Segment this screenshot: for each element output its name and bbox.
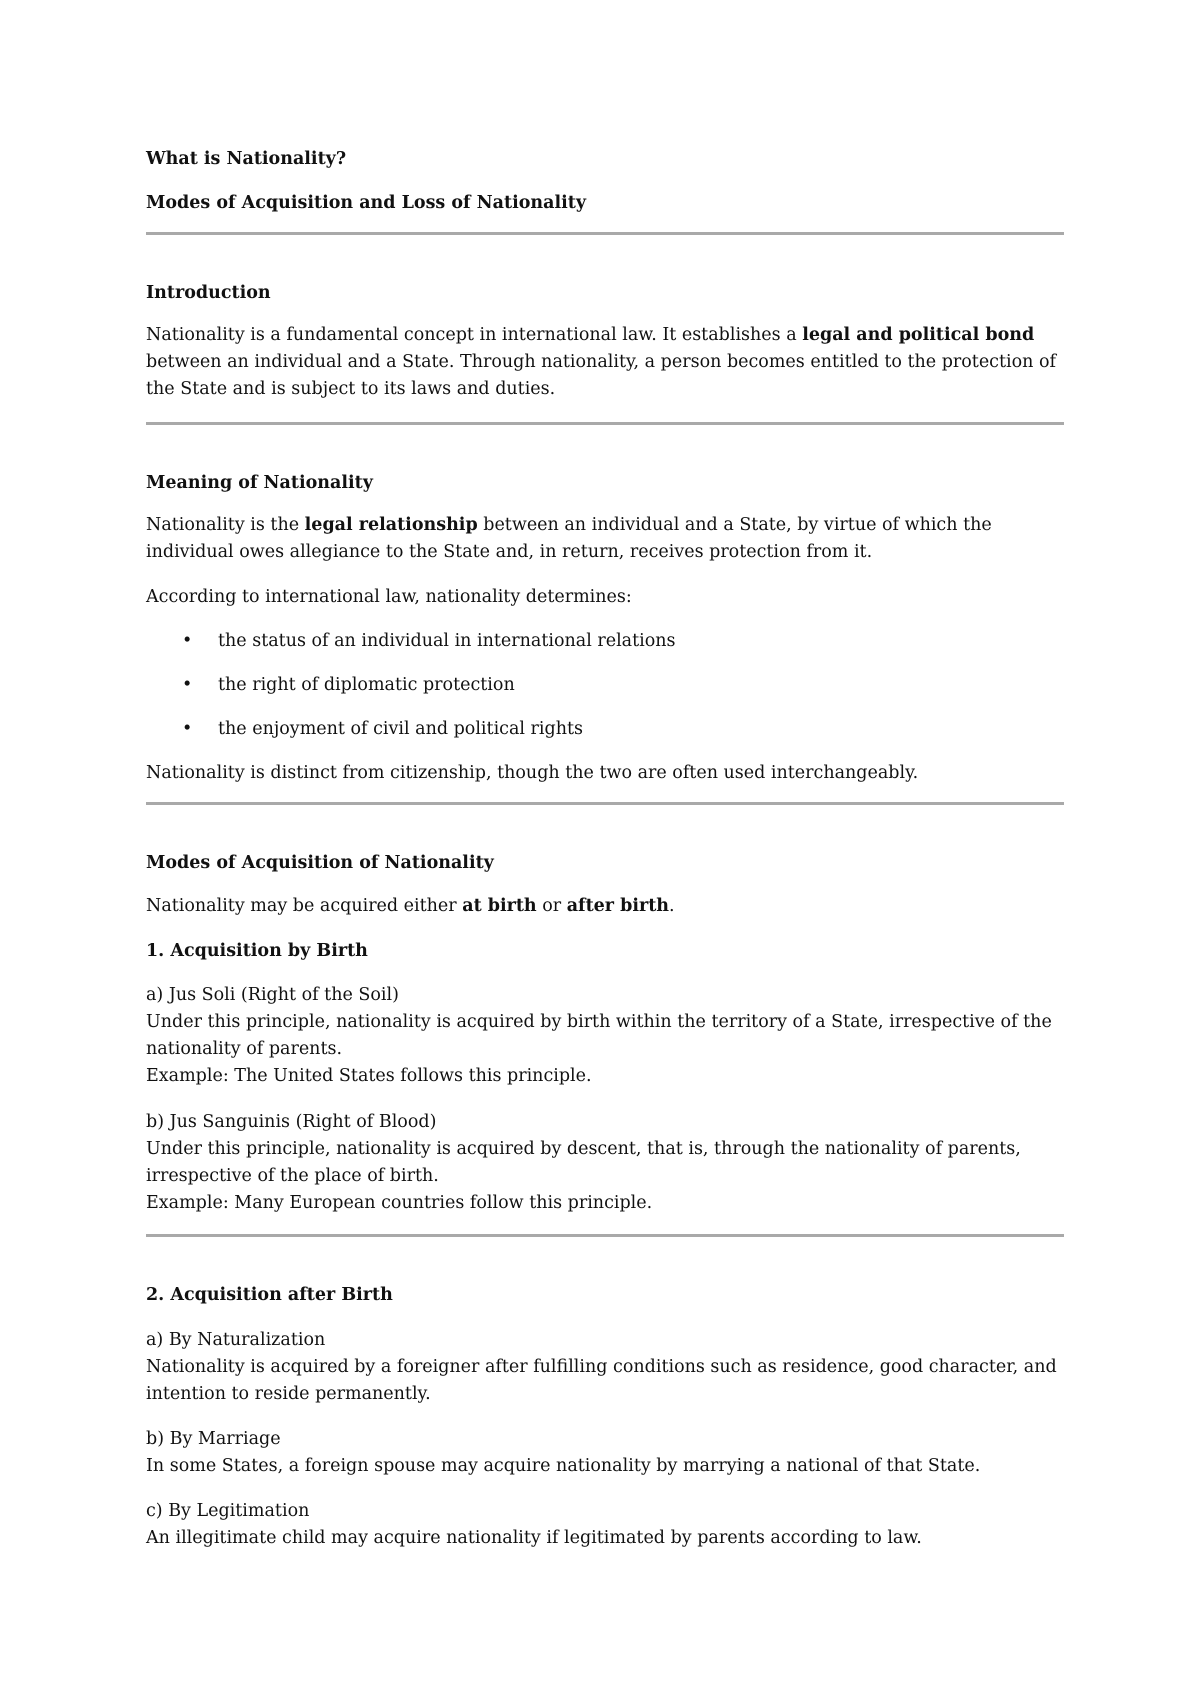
meaning-paragraph: Nationality is the legal relationship between an individual and a State, by virtue of which the individual owes allegiance to the State and, in return, receives protection from it. — [146, 515, 992, 562]
legitimation-body: An illegitimate child may acquire nationality if legitimated by parents according to law. — [146, 1528, 922, 1548]
jus-soli-body: Under this principle, nationality is acquired by birth within the territory of a State, irrespective of the nationality of parents. — [146, 1012, 1052, 1059]
bold-phrase: legal relationship — [304, 515, 478, 535]
jus-sanguinis-body: Under this principle, nationality is acquired by descent, that is, through the nationality of parents, irrespective of the place of birth. — [146, 1139, 1021, 1186]
divider — [146, 422, 1064, 425]
bullet-icon: • — [182, 719, 193, 739]
bullet-icon: • — [182, 631, 193, 651]
bold-phrase: after birth — [566, 896, 670, 916]
marriage-title: b) By Marriage — [146, 1429, 281, 1449]
page-subtitle: Modes of Acquisition and Loss of Nationality — [146, 193, 587, 213]
bullet-icon: • — [182, 675, 193, 695]
naturalization-body: Nationality is acquired by a foreigner after fulfilling conditions such as residence, good character, and intention to reside permanently. — [146, 1357, 1057, 1404]
bold-phrase: legal and political bond — [802, 325, 1035, 345]
jus-sanguinis-title: b) Jus Sanguinis (Right of Blood) — [146, 1112, 437, 1132]
intro-paragraph: Nationality is a fundamental concept in international law. It establishes a legal and political bond between an individual and a State. Through nationality, a person becomes entitled to the protection of the State and is subject to its laws and duties. — [146, 325, 1056, 399]
page-title: What is Nationality? — [146, 149, 347, 169]
section-heading-meaning: Meaning of Nationality — [146, 473, 373, 493]
divider — [146, 1234, 1064, 1237]
divider — [146, 802, 1064, 805]
meaning-paragraph-3: Nationality is distinct from citizenship, though the two are often used interchangeably. — [146, 763, 919, 783]
bold-phrase: at birth — [462, 896, 537, 916]
subsection-heading-by-birth: 1. Acquisition by Birth — [146, 941, 368, 961]
divider — [146, 232, 1064, 235]
subsection-heading-after-birth: 2. Acquisition after Birth — [146, 1285, 393, 1305]
jus-soli-title: a) Jus Soli (Right of the Soil) — [146, 985, 399, 1005]
meaning-paragraph-2: According to international law, nationality determines: — [146, 587, 632, 607]
legitimation-title: c) By Legitimation — [146, 1501, 310, 1521]
marriage-body: In some States, a foreign spouse may acquire nationality by marrying a national of that State. — [146, 1456, 981, 1476]
section-heading-acquisition: Modes of Acquisition of Nationality — [146, 853, 494, 873]
jus-sanguinis-example: Example: Many European countries follow this principle. — [146, 1193, 653, 1213]
jus-soli-example: Example: The United States follows this principle. — [146, 1066, 592, 1086]
naturalization-title: a) By Naturalization — [146, 1330, 326, 1350]
section-heading-introduction: Introduction — [146, 283, 271, 303]
document-page: What is Nationality? Modes of Acquisition and Loss of Nationality Introduction Nationality is a fundamental concept in international law. It establishes a legal and political bond between an individual and a State. Through nationality, a person becomes entitled to the protection of the State and is subject to its laws and duties. Meaning of Nationality Nationality is the legal relationship between an individual and a State, by virtue of which the individual owes allegiance to the State and, in return, receives protection from it. According to international law, nationality determines: • the status of an individual in international relations • the right of diplomatic protection • the enjoyment of civil and political rights Nationality is distinct from citizenship, though the two are often used interchangeably. Modes of Acquisition of Nationality Nationality may be acquired either at birth or after birth. 1. Acquisition by Birth a) Jus Soli (Right of the Soil) Under this principle, nationality is acquired by birth within the territory of a State, irrespective of the nationality of parents. Example: The United States follows this principle. b) Jus Sanguinis (Right of Blood) Under this principle, nationality is acquired by descent, that is, through the nationality of parents, irrespective of the place of birth. Example: Many European countries follow this principle. 2. Acquisition after Birth a) By Naturalization Nationality is acquired by a foreigner after fulfilling conditions such as residence, good character, and intention to reside permanently. b) By Marriage In some States, a foreign spouse may acquire nationality by marrying a national of that State. c) By Legitimation An illegitimate child may acquire nationality if legitimated by parents according to law. — [0, 0, 1200, 1696]
acquisition-intro: Nationality may be acquired either at birth or after birth. — [146, 896, 675, 916]
